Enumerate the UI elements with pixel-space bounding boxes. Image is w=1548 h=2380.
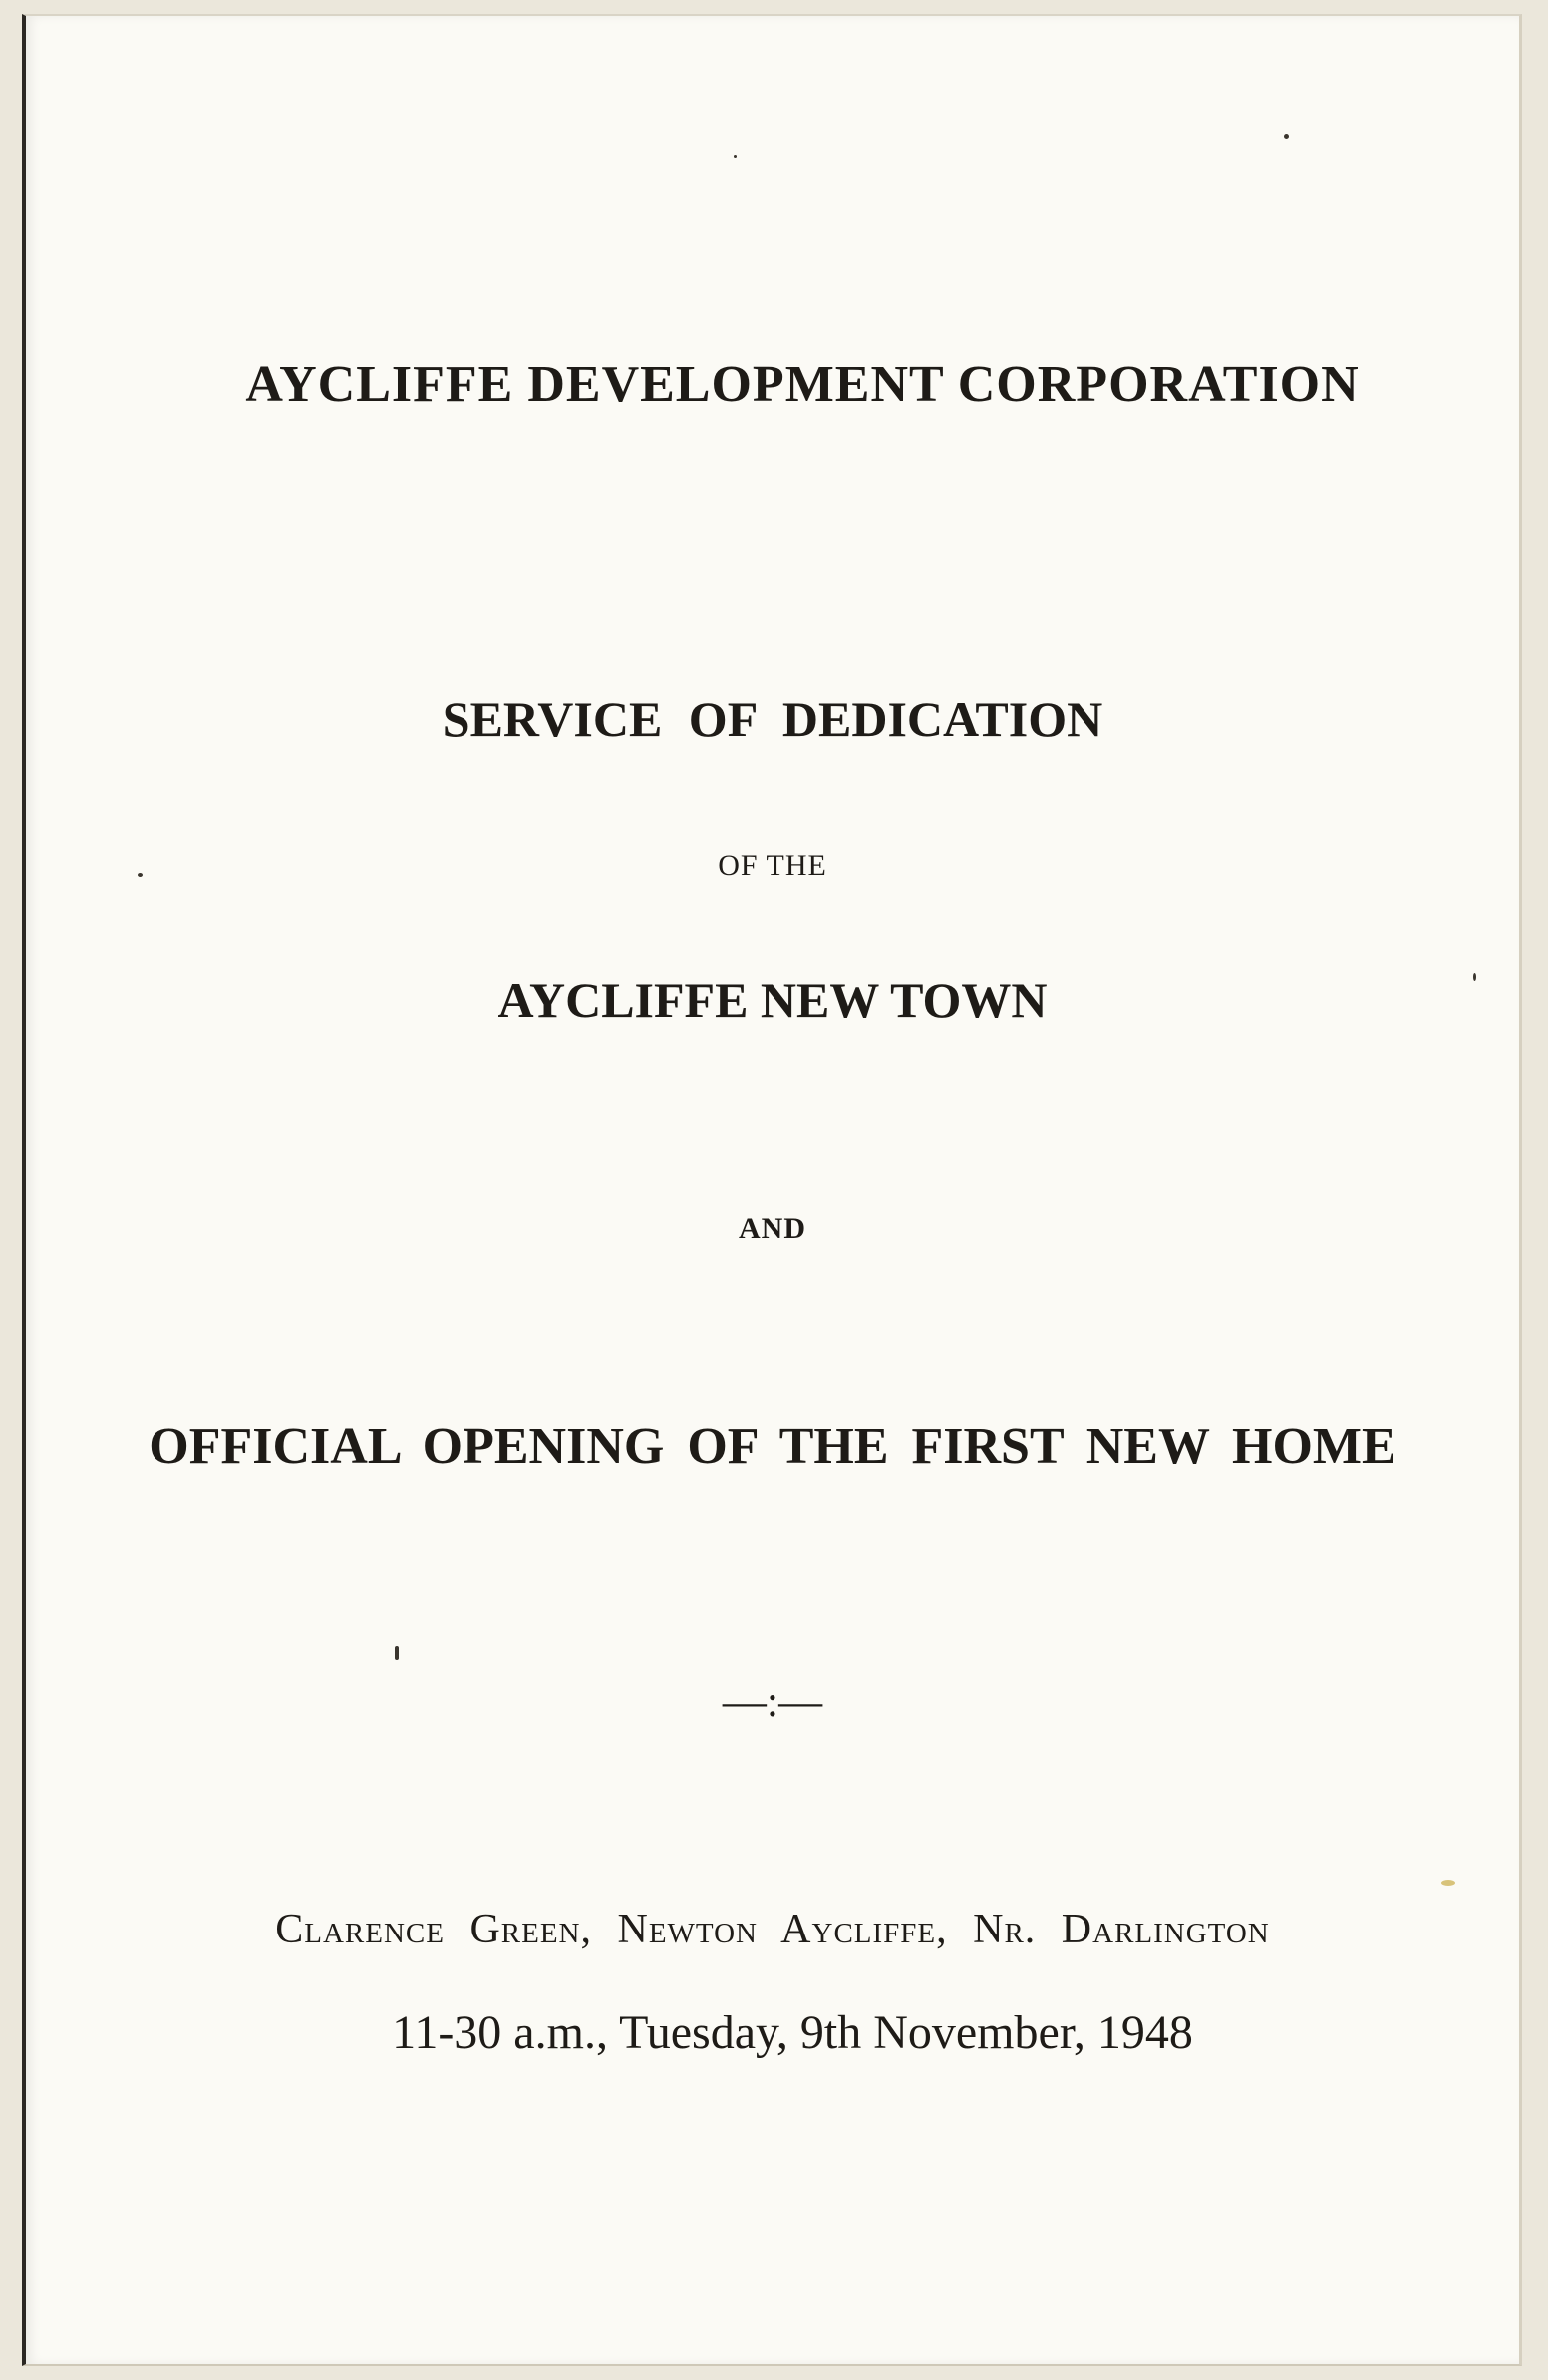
section-divider: —:— [722, 1677, 823, 1726]
organisation-heading: AYCLIFFE DEVELOPMENT CORPORATION [245, 356, 1360, 413]
paper-speck [734, 155, 737, 158]
programme-page [22, 14, 1522, 2366]
date-time-text: 11-30 a.m., Tuesday, 9th November, 1948 [392, 2006, 1193, 2059]
paper-speck [1473, 973, 1476, 981]
of-the-text: OF THE [718, 849, 827, 882]
paper-speck [395, 1646, 399, 1660]
paper-speck [1284, 134, 1289, 139]
opening-title: OFFICIAL OPENING OF THE FIRST NEW HOME [149, 1418, 1396, 1475]
town-title: AYCLIFFE NEW TOWN [497, 972, 1048, 1028]
paper-speck [1441, 1880, 1455, 1886]
location-text: Clarence Green, Newton Aycliffe, Nr. Darlington [275, 1907, 1270, 1952]
and-text: AND [739, 1212, 806, 1245]
paper-speck [138, 873, 143, 877]
service-title: SERVICE OF DEDICATION [442, 691, 1103, 746]
